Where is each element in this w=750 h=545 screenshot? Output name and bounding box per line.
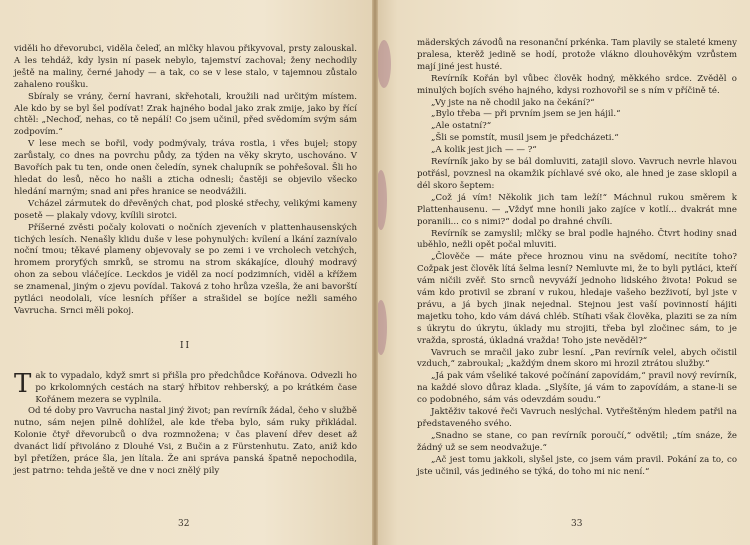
paragraph: Vcházel zármutek do dřevěných chat, pod ploské střechy, velikými kameny posetě — plakaly vdovy, kvílili sirotci. [14,198,357,221]
right-page-text [417,38,737,479]
paragraph: „Ale ostatní?“ [431,121,492,132]
paragraph: „Ač jest tomu jakkoli, slyšel jste, co jsem vám pravil. Pokání za to, co jste učinil, vás jediného se týká, do toho mi nic není.“ [417,454,737,477]
paragraph: „Bylo třeba — při prvním jsem se jen hájil.“ [431,109,621,120]
paragraph: „Já pak vám všeliké takové počínání zapovídám,“ pravil nový revírník, na každé slovo důraz klada. „Slyšíte, já vám to zapovídám, a stane-li se co podobného, sám vás odevzdám soudu.“ [417,371,737,406]
paragraph: „Člověče — máte přece hroznou vinu na svědomí, necitíte toho? Cožpak jest člověk lítá šelma lesní? Nemluvte mi, že to byli pytláci, kteří vám ničili zvěř. Sto srnců nevyváží jednoho lidského života! Pokud se vám kdo protivil se zbraní v rukou, hledaje vašeho bezživotí, byl jste v právu, a já bych jinak nejednal. Stejnou jest vaší povinností hájiti majetku toho, kdo vám dává chléb. Stíhati však člověka, plaziti se za ním s úkrytu do úkrytu, úklady mu strojiti, třeba byl zločinec sám, to je vražda, sprostá, úkladná vražda! Toho jste nevěděl?“ [417,252,737,346]
paragraph: Revírník jako by se bál domluviti, zatajil slovo. Vavruch nevrle hlavou potřásl, povznesl na okamžik píchlavé své oko, ale hned je zase sklopil a dél skoro šeptem: [417,157,737,191]
paragraph: Vavruch se mračil jako zubr lesní. „Pan revírník velel, abych očistil vzduch,“ zabroukal; „každým dnem skoro mi hrozil ztrátou služby.“ [417,347,737,370]
left-page-text [14,44,357,478]
chapter-heading: II [179,340,192,351]
paragraph: mäderských závodů na resonanční prkénka. Tam plavily se staleté kmeny pralesa, kterěž jedině se hodí, protože vlákno dlouhověkým vzrůstem mají jiné jest husté. [417,38,737,72]
paragraph: „Snadno se stane, co pan revírník poroučí,“ odvětil; „tím snáze, že žádný už se sem neodvažuje.“ [417,430,737,453]
paragraph [14,368,357,407]
ink-stain [377,40,391,88]
paragraph: „Což já vím! Několik jich tam leží!“ Máchnul rukou směrem k Plattenhausenu. — „Vždyť mne honili jako zajíce v kotlí... dvakrát mne poranili... co s nimi?“ dodal po drahné chvíli. [417,192,737,227]
paragraph: Jaktěživ takové řeči Vavruch neslýchal. Vytřeštěným hledem patřil na představeného svého. [417,407,737,429]
paragraph-text: ak to vypadalo, když smrt si přišla pro předchůdce Kořánova. Odvezli ho po krkolomných cestách na starý hřbitov rehberský, a po krátkém čase Kořánem mezera se vyplnila. [35,370,357,405]
paragraph: „Šli se pomstít, musil jsem je předcházeti.“ [431,133,619,144]
paragraph: Revírník Kořán byl vůbec člověk hodný, měkkého srdce. Zvěděl o minulých bojích svého hajného, kdysi rozhovořil se s ním v příčině té. [417,73,737,96]
paragraph: „Vy jste na ně chodil jako na čekání?“ [431,97,595,108]
drop-cap: T [14,368,32,399]
paragraph: Příšerné zvěsti počaly kolovati o nočních zjeveních v plattenhausenských tichých lesích. Nenašly klidu duše v lese pohynulých: kvílení a lkání zaznívalo noční tmou; těkavé plameny objevovaly se po zemi i ve vrcholech vetchých, hromem proryťých smrků, se stromu na strom skákajíce, dlouhý modravý ohon za sebou vláčejíce. Leckdos je viděl za nocí podzimních, viděl a křížem se znamenal, jiným o zjevu povídal. Taková z toho hrůza vzešla, že ani bavorští pytláci neodolali, více lesních příšer a strašidel se bojíce nežli samého Vavrucha. Srnci měli pokoj. [14,222,357,316]
right-page [375,0,750,545]
book-gutter [372,0,378,545]
paragraph: V lese mech se bořil, vody podmývaly, tráva rostla, i vřes bujel; stopy zarůstaly, co dnes na povrchu půdy, za týden na věky skryto, uschováno. V Bavořích pak tu ten, onde onen čeledín, synek chalupník se pohřešoval. Šli ho hledat do lesů, něco ho našli a zticha odnesli; častěji se objevilo všecko hledání marným; snad ani přes hranice se neodvážili. [14,139,357,197]
paragraph: Od té doby pro Vavrucha nastal jiný život; pan revírník žádal, čeho v službě nutno, sám nejen pilně dohlížel, ale kde třeba bylo, sám ruky přikládal. Kolonie čtyř dřevorubců o dva rozmnožena; v čas plavení dřev deset až dvanáct lidí přivoláno z Dlouhé Vsi, z Bučin a z Fürstenhutu. Zato, aniž kdo byl přetížen, práce šla, jen lítala. Že ani správa panská špatně nepochodila, jest patrno: tehda ještě ve dne v noci znělý pily [14,406,357,476]
paragraph: Revírník se zamyslil; mlčky se bral podle hajného. Čtvrt hodiny snad uběhlo, nežli opět počal mluviti. [417,228,737,251]
page-number: 33 [571,519,583,529]
page-number: 32 [178,519,190,529]
paragraph: Sbíraly se vrány, černí havrani, skřehotali, kroužili nad určitým místem. Ale kdo by se byl šel podívat! Zrak hajného bodal jako zrak zmije, jako by řící chtěl: „Nechoď, nehas, co tě nepálí! Co jsem učinil, před svědomím svým sám zodpovím.“ [14,91,357,138]
paragraph: viděli ho dřevorubci, viděla čeleď, an mlčky hlavou přikyvoval, prsty zalouskal. A les tehdáž, kdy lysin ní pasek nebylo, tajemství zachoval; ženy nechodily ještě na maliny, černé jahody — a tak, co se v lese stalo, v tajemnou zůstalo zahaleno roušku. [14,44,357,90]
paragraph: „A kolik jest jich — — ?“ [431,145,537,156]
